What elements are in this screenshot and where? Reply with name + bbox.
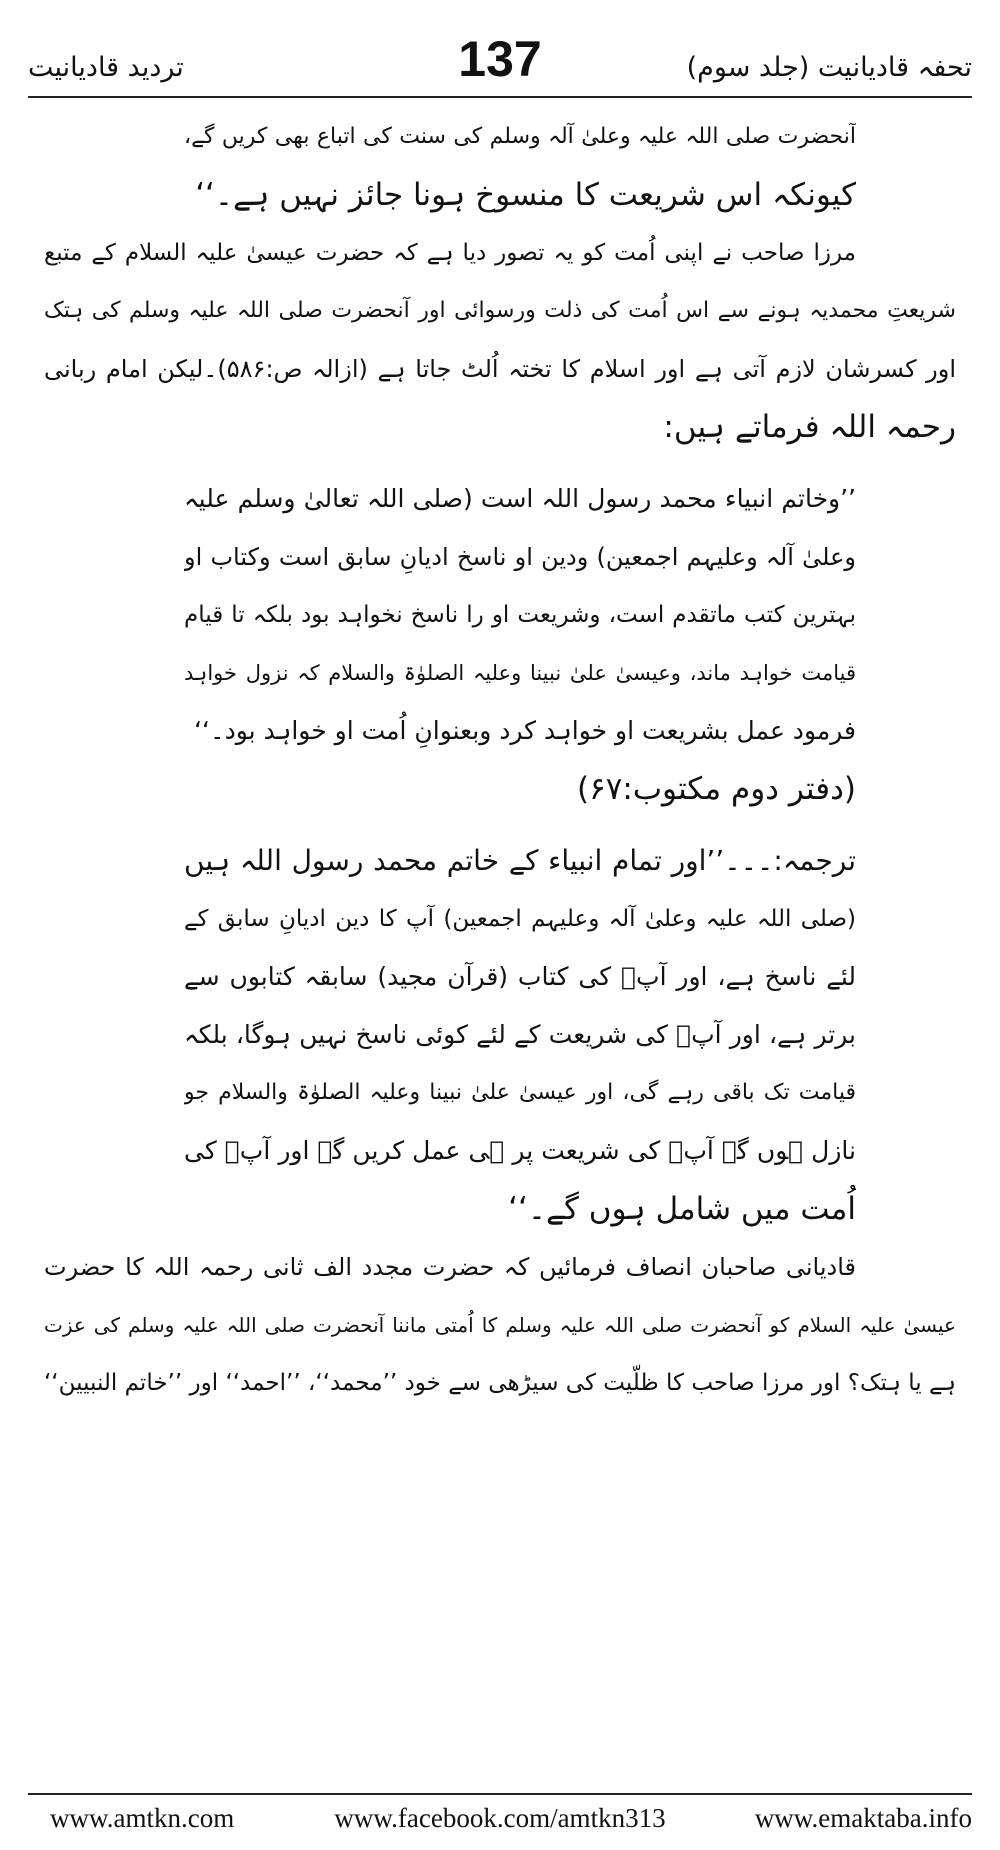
quote-line: ’’وخاتم انبیاء محمد رسول اللہ است (صلی اللہ تعالیٰ وسلم علیہ [184, 484, 856, 513]
footer-link-emaktaba[interactable]: www.emaktaba.info [754, 1803, 972, 1833]
closing-line: ہے یا ہتک؟ اور مرزا صاحب کا ظلّیت کی سیڑھی سے خود ’’محمد‘‘، ’’احمد‘‘ اور ’’خاتم النبیین‘‘ [44, 1370, 956, 1396]
translation-line: (صلی اللہ علیہ وعلیٰ آلہ وعلیہم اجمعین) آپ کا دین ادیانِ سابق کے [184, 906, 856, 932]
translation-line: لئے ناسخ ہے، اور آپؐ کی کتاب (قرآن مجید) سابقہ کتابوں سے [184, 962, 856, 991]
paragraph-line: رحمہ اللہ فرماتے ہیں: [663, 409, 956, 445]
page-number: 137 [458, 31, 542, 87]
opening-line: آنحضرت صلی اللہ علیہ وعلیٰ آلہ وسلم کی سنت کی اتباع بھی کریں گے، [184, 124, 856, 149]
quote-line: وعلیٰ آلہ وعلیہم اجمعین) ودین او ناسخ ادیانِ سابق است وکتاب او [184, 543, 856, 571]
quote-line: فرمود عمل بشریعت او خواہد کرد وبعنوانِ اُمت او خواہد بود۔‘‘ [194, 716, 856, 745]
page-header [28, 30, 972, 100]
translation-line: نازل ہوں گے آپؐ کی شریعت پر ہی عمل کریں گے اور آپؐ کی [184, 1136, 856, 1165]
translation-line: برتر ہے، اور آپؐ کی شریعت کے لئے کوئی ناسخ نہیں ہوگا، بلکہ [184, 1020, 856, 1049]
page-body [44, 108, 956, 1412]
translation-line: قیامت تک باقی رہے گی، اور عیسیٰ علیٰ نبینا وعلیہ الصلوٰۃ والسلام جو [184, 1080, 856, 1105]
header-rule [28, 96, 972, 98]
paragraph-line: اور کسرشان لازم آتی ہے اور اسلام کا تختہ اُلٹ جاتا ہے (ازالہ ص:۵۸۶)۔لیکن امام ربانی [44, 355, 956, 383]
paragraph-line: شریعتِ محمدیہ ہونے سے اس اُمت کی ذلت ورسوائی اور آنحضرت صلی اللہ علیہ وسلم کی ہتک [44, 298, 956, 323]
page-footer [28, 1803, 972, 1839]
translation-line: اُمت میں شامل ہوں گے۔‘‘ [508, 1191, 856, 1227]
translation-line: ترجمہ:۔۔۔’’اور تمام انبیاء کے خاتم محمد رسول اللہ ہیں [184, 844, 856, 877]
section-title: تردید قادیانیت [28, 52, 184, 83]
book-title: تحفہ قادیانیت (جلد سوم) [686, 52, 972, 83]
paragraph-line: مرزا صاحب نے اپنی اُمت کو یہ تصور دیا ہے کہ حضرت عیسیٰ علیہ السلام کے متبع [44, 240, 856, 266]
closing-line: عیسیٰ علیہ السلام کو آنحضرت صلی اللہ علیہ وسلم کا اُمتی ماننا آنحضرت صلی اللہ علیہ وسلم کی عزت [44, 1313, 956, 1337]
opening-line: کیونکہ اس شریعت کا منسوخ ہونا جائز نہیں ہے۔‘‘ [195, 177, 856, 213]
quote-line: بہترین کتب ماتقدم است، وشریعت او را ناسخ نخواہد بود بلکہ تا قیام [184, 602, 856, 628]
quote-reference: (دفتر دوم مکتوب:۶۷) [577, 771, 856, 807]
quote-line: قیامت خواہد ماند، وعیسیٰ علیٰ نبینا وعلیہ الصلوٰۃ والسلام کہ نزول خواہد [184, 661, 856, 685]
closing-line: قادیانی صاحبان انصاف فرمائیں کہ حضرت مجدد الف ثانی رحمہ اللہ کا حضرت [44, 1253, 856, 1281]
footer-link-amtkn[interactable]: www.amtkn.com [50, 1803, 235, 1833]
footer-rule [28, 1793, 972, 1795]
footer-link-facebook[interactable]: www.facebook.com/amtkn313 [334, 1803, 666, 1833]
